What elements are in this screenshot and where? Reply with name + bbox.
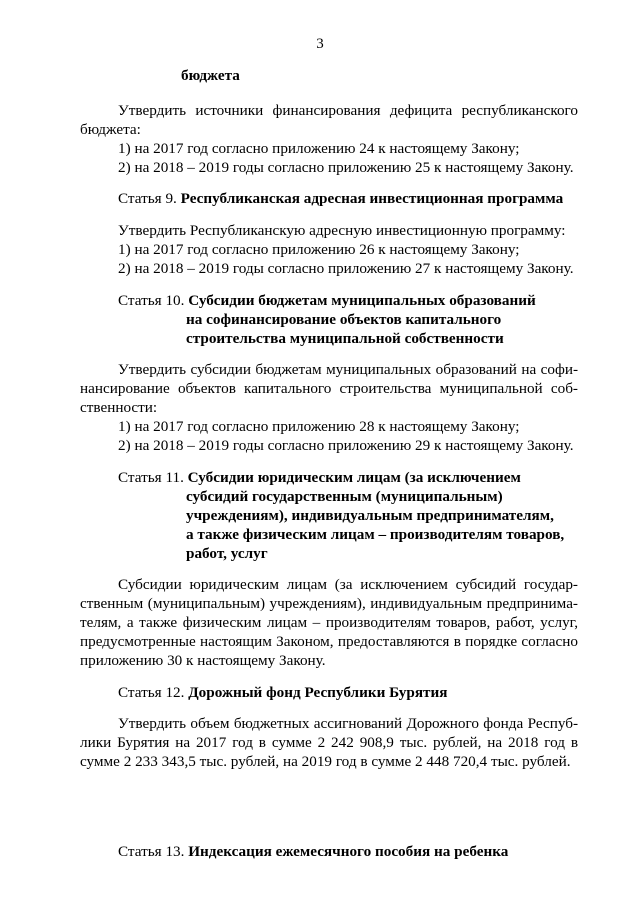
article-title-line: на софинансирование объектов капитального (186, 311, 502, 328)
list-item: 1) на 2017 год согласно приложению 24 к настоящему Закону; (118, 140, 520, 157)
paragraph-line: сумме 2 233 343,5 тыс. рублей, на 2019 год в сумме 2 448 720,4 тыс. рублей. (80, 753, 571, 770)
article-title-line: учреждениям), индивидуальным предпринимателям, (186, 507, 554, 524)
article-title: Дорожный фонд Республики Бурятия (188, 684, 448, 701)
article-title-line: строительства муниципальной собственности (186, 330, 504, 347)
continued-heading: бюджета (181, 67, 240, 84)
paragraph-line: предусмотренные настоящим Законом, предоставляются в порядке согласно (80, 633, 578, 650)
article-title-line: а также физическим лицам – производителям товаров, (186, 526, 565, 543)
page-number: 3 (316, 36, 324, 52)
article-title: Субсидии бюджетам муниципальных образований (188, 292, 536, 309)
paragraph-line: лики Бурятия на 2017 год в сумме 2 242 908,9 тыс. рублей, на 2018 год в (80, 734, 578, 751)
list-item: 1) на 2017 год согласно приложению 28 к настоящему Закону; (118, 418, 520, 435)
article-prefix: Статья 13. (118, 843, 185, 860)
article-9-heading (118, 189, 563, 209)
paragraph-line: Утвердить объем бюджетных ассигнований Дорожного фонда Респуб- (118, 715, 578, 732)
paragraph-line: бюджета: (80, 121, 141, 138)
paragraph-line: Субсидии юридическим лицам (за исключением субсидий государ- (118, 576, 578, 593)
article-prefix: Статья 10. (118, 292, 185, 309)
list-item: 2) на 2018 – 2019 годы согласно приложению 27 к настоящему Закону. (118, 260, 574, 277)
article-prefix: Статья 9. (118, 190, 177, 207)
article-title: Субсидии юридическим лицам (за исключением (187, 469, 521, 486)
paragraph-line: Утвердить источники финансирования дефицита республиканского (118, 102, 578, 119)
article-title-line: субсидий государственным (муниципальным) (186, 488, 503, 505)
article-12-heading (118, 683, 447, 703)
article-prefix: Статья 11. (118, 469, 184, 486)
paragraph-line: Утвердить Республиканскую адресную инвестиционную программу: (118, 222, 566, 239)
article-title-line: работ, услуг (186, 545, 268, 562)
paragraph-line: Утвердить субсидии бюджетам муниципальных образований на софи- (118, 361, 578, 378)
paragraph-line: приложению 30 к настоящему Закону. (80, 652, 326, 669)
paragraph-line: ственным (муниципальным) учреждениям), индивидуальным предпринима- (80, 595, 578, 612)
list-item: 2) на 2018 – 2019 годы согласно приложению 25 к настоящему Закону. (118, 159, 574, 176)
paragraph-line: ственности: (80, 399, 158, 416)
paragraph-line: нансирование объектов капитального строительства муниципальной соб- (80, 380, 578, 397)
article-title: Республиканская адресная инвестиционная программа (180, 190, 564, 207)
list-item: 2) на 2018 – 2019 годы согласно приложению 29 к настоящему Закону. (118, 437, 574, 454)
paragraph-line: телям, а также физическим лицам – производителям товаров, работ, услуг, (80, 614, 578, 631)
article-10-heading (118, 291, 536, 311)
article-11-heading (118, 468, 521, 488)
list-item: 1) на 2017 год согласно приложению 26 к настоящему Закону; (118, 241, 520, 258)
article-title: Индексация ежемесячного пособия на ребенка (188, 843, 509, 860)
article-13-heading (118, 842, 508, 862)
article-prefix: Статья 12. (118, 684, 185, 701)
